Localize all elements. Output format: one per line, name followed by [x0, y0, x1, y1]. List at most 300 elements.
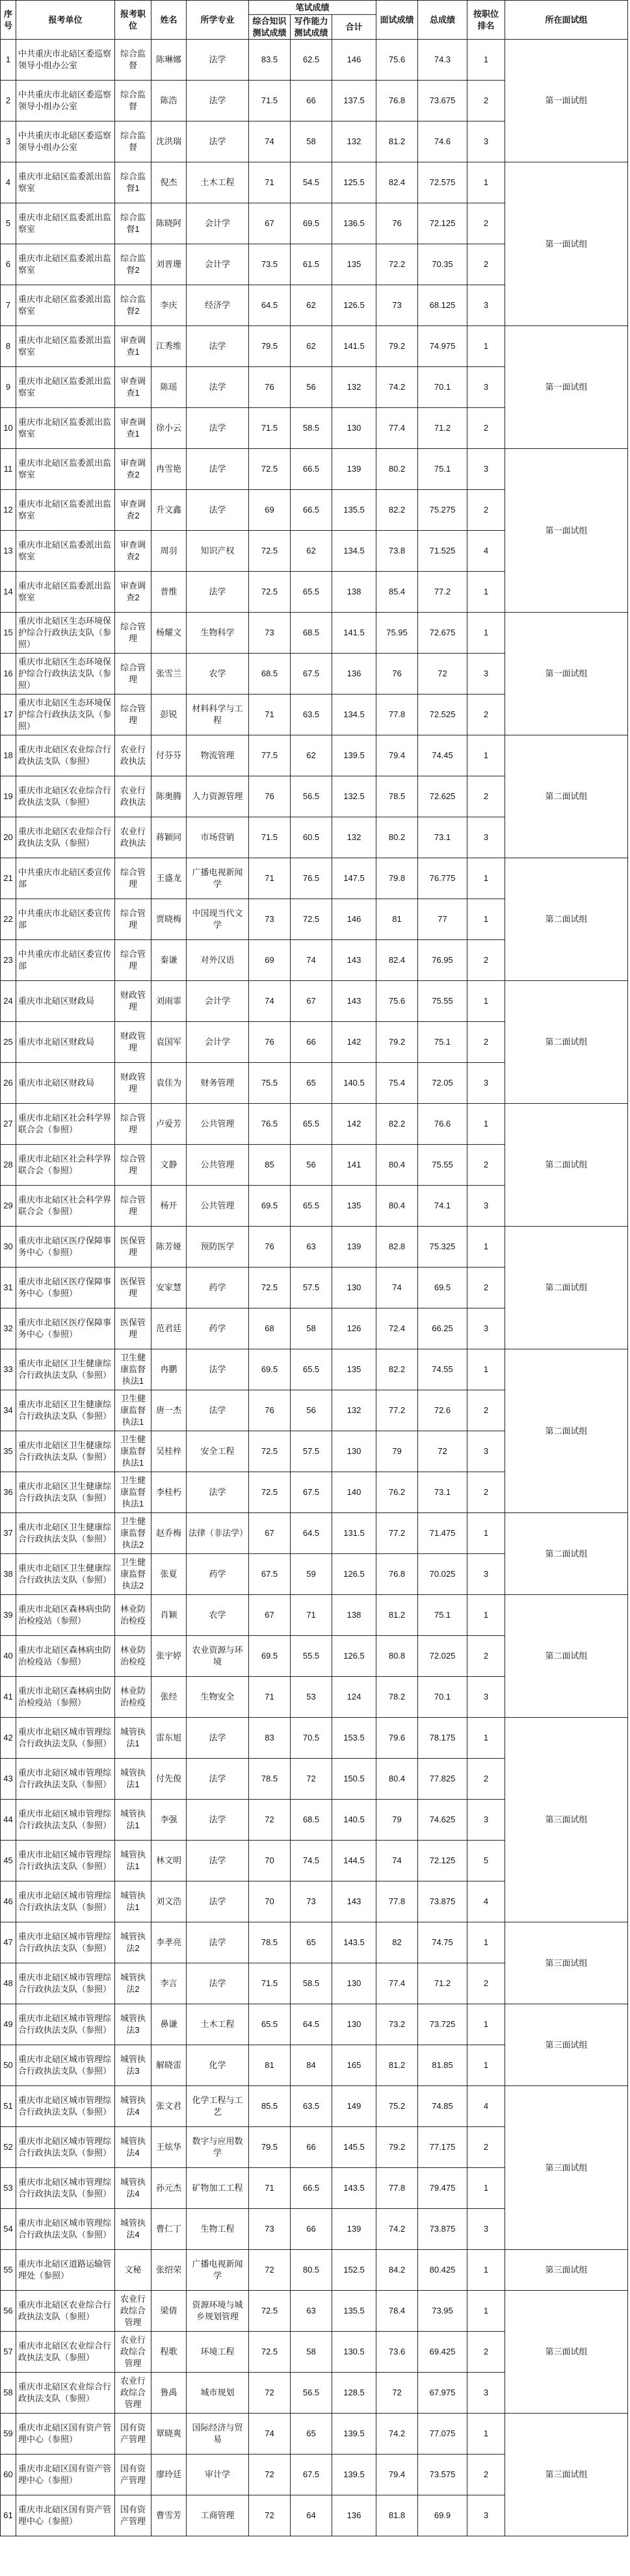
cell-rank: 2 — [467, 1268, 505, 1308]
cell-total: 75.275 — [418, 490, 467, 531]
cell-writing: 65.5 — [291, 1349, 332, 1390]
cell-major: 法学 — [187, 40, 249, 81]
cell-major: 化学 — [187, 2045, 249, 2086]
cell-seq: 42 — [1, 1718, 16, 1759]
cell-written-total: 150.5 — [332, 1759, 376, 1800]
cell-position: 医保管理 — [115, 1308, 151, 1349]
header-written-writing: 写作能力测试成绩 — [291, 15, 332, 40]
header-rank: 按职位排名 — [467, 1, 505, 40]
cell-unit: 重庆市北碚区城市管理综合行政执法支队（参照） — [16, 2127, 115, 2168]
cell-unit: 重庆市北碚区卫生健康综合行政执法支队（参照） — [16, 1554, 115, 1595]
cell-knowledge: 69.5 — [249, 1186, 291, 1227]
cell-position: 综合管理 — [115, 858, 151, 899]
cell-major: 财务管理 — [187, 1063, 249, 1104]
cell-seq: 18 — [1, 735, 16, 776]
cell-total: 77 — [418, 899, 467, 940]
cell-major: 药学 — [187, 1268, 249, 1308]
cell-unit: 重庆市北碚区医疗保障事务中心（参照） — [16, 1268, 115, 1308]
cell-writing: 57.5 — [291, 1268, 332, 1308]
cell-unit: 重庆市北碚区卫生健康综合行政执法支队（参照） — [16, 1431, 115, 1472]
cell-seq: 23 — [1, 940, 16, 981]
cell-rank: 3 — [467, 1308, 505, 1349]
cell-name: 贾晓梅 — [151, 899, 187, 940]
cell-interview: 73.6 — [376, 2332, 418, 2373]
cell-writing: 66 — [291, 1022, 332, 1063]
cell-major: 化学工程与工艺 — [187, 2086, 249, 2127]
cell-interview: 76 — [376, 203, 418, 244]
cell-writing: 74.5 — [291, 1841, 332, 1881]
cell-writing: 63 — [291, 2291, 332, 2332]
cell-major: 农学 — [187, 654, 249, 695]
cell-major: 法学 — [187, 1349, 249, 1390]
cell-unit: 中共重庆市北碚区委巡察领导小组办公室 — [16, 121, 115, 162]
cell-seq: 41 — [1, 1677, 16, 1718]
cell-seq: 11 — [1, 449, 16, 490]
cell-position: 卫生健康监督执法1 — [115, 1390, 151, 1431]
cell-seq: 13 — [1, 531, 16, 572]
cell-seq: 35 — [1, 1431, 16, 1472]
cell-total: 74.6 — [418, 121, 467, 162]
cell-name: 蒋颖同 — [151, 817, 187, 858]
cell-unit: 重庆市北碚区卫生健康综合行政执法支队（参照） — [16, 1513, 115, 1554]
cell-total: 73.725 — [418, 2004, 467, 2045]
cell-position: 审查调查2 — [115, 490, 151, 531]
cell-written-total: 130.5 — [332, 2332, 376, 2373]
cell-total: 74.975 — [418, 326, 467, 367]
cell-knowledge: 74 — [249, 2414, 291, 2455]
cell-interview: 73.8 — [376, 531, 418, 572]
cell-writing: 56 — [291, 1145, 332, 1186]
cell-seq: 27 — [1, 1104, 16, 1145]
cell-seq: 30 — [1, 1227, 16, 1268]
cell-rank: 2 — [467, 1636, 505, 1677]
cell-writing: 62 — [291, 735, 332, 776]
cell-interview: 81.2 — [376, 121, 418, 162]
cell-major: 法学 — [187, 1759, 249, 1800]
cell-name: 曹雪芳 — [151, 2495, 187, 2536]
cell-seq: 26 — [1, 1063, 16, 1104]
cell-interview: 74.2 — [376, 367, 418, 408]
cell-writing: 53 — [291, 1677, 332, 1718]
cell-rank: 1 — [467, 613, 505, 654]
cell-writing: 84 — [291, 2045, 332, 2086]
cell-seq: 40 — [1, 1636, 16, 1677]
header-group: 所在面试组 — [505, 1, 628, 40]
cell-unit: 重庆市北碚区农业综合行政执法支队（参照） — [16, 776, 115, 817]
cell-seq: 59 — [1, 2414, 16, 2455]
table-row — [1, 613, 628, 654]
cell-knowledge: 85.5 — [249, 2086, 291, 2127]
cell-seq: 61 — [1, 2495, 16, 2536]
cell-unit: 重庆市北碚区监委派出监察室 — [16, 203, 115, 244]
cell-seq: 37 — [1, 1513, 16, 1554]
cell-rank: 2 — [467, 1145, 505, 1186]
cell-seq: 38 — [1, 1554, 16, 1595]
cell-seq: 29 — [1, 1186, 16, 1227]
cell-interview-group: 第三面试组 — [505, 2291, 628, 2414]
cell-name: 陈芳娅 — [151, 1227, 187, 1268]
cell-interview: 72 — [376, 2373, 418, 2414]
cell-knowledge: 74 — [249, 981, 291, 1022]
cell-total: 73.575 — [418, 2455, 467, 2495]
cell-unit: 重庆市北碚区社会科学界联合会（参照） — [16, 1145, 115, 1186]
cell-position: 医保管理 — [115, 1227, 151, 1268]
cell-major: 资源环境与城乡规划管理 — [187, 2291, 249, 2332]
cell-seq: 60 — [1, 2455, 16, 2495]
cell-name: 范君廷 — [151, 1308, 187, 1349]
cell-written-total: 134.5 — [332, 695, 376, 735]
cell-writing: 58.5 — [291, 408, 332, 449]
cell-rank: 3 — [467, 817, 505, 858]
cell-name: 雷东旭 — [151, 1718, 187, 1759]
cell-knowledge: 74 — [249, 121, 291, 162]
cell-unit: 重庆市北碚区监委派出监察室 — [16, 326, 115, 367]
cell-seq: 14 — [1, 572, 16, 613]
cell-interview: 76.2 — [376, 1472, 418, 1513]
cell-writing: 58.5 — [291, 1963, 332, 2004]
cell-knowledge: 71 — [249, 2168, 291, 2209]
cell-seq: 25 — [1, 1022, 16, 1063]
cell-written-total: 143 — [332, 981, 376, 1022]
cell-name: 付芬芬 — [151, 735, 187, 776]
cell-unit: 重庆市北碚区监委派出监察室 — [16, 572, 115, 613]
cell-knowledge: 70 — [249, 1881, 291, 1922]
cell-position: 农业行政综合管理 — [115, 2373, 151, 2414]
cell-rank: 2 — [467, 408, 505, 449]
cell-knowledge: 76 — [249, 776, 291, 817]
cell-interview: 73.2 — [376, 2004, 418, 2045]
cell-unit: 中共重庆市北碚区委宣传部 — [16, 858, 115, 899]
cell-written-total: 138 — [332, 1595, 376, 1636]
cell-knowledge: 72 — [249, 1800, 291, 1841]
cell-written-total: 144.5 — [332, 1841, 376, 1881]
cell-knowledge: 71.5 — [249, 1963, 291, 2004]
cell-total: 74.45 — [418, 735, 467, 776]
cell-rank: 2 — [467, 2127, 505, 2168]
cell-writing: 71 — [291, 1595, 332, 1636]
cell-major: 法律（非法学） — [187, 1513, 249, 1554]
cell-rank: 4 — [467, 531, 505, 572]
cell-seq: 3 — [1, 121, 16, 162]
cell-rank: 3 — [467, 285, 505, 326]
cell-position: 卫生健康监督执法2 — [115, 1554, 151, 1595]
cell-writing: 57.5 — [291, 1431, 332, 1472]
cell-seq: 24 — [1, 981, 16, 1022]
cell-total: 73.875 — [418, 2209, 467, 2250]
cell-unit: 重庆市北碚区生态环境保护综合行政执法支队（参照） — [16, 613, 115, 654]
cell-written-total: 132.5 — [332, 776, 376, 817]
cell-unit: 重庆市北碚区国有资产管理中心（参照） — [16, 2414, 115, 2455]
cell-interview: 82.4 — [376, 940, 418, 981]
cell-knowledge: 68.5 — [249, 654, 291, 695]
cell-total: 72 — [418, 1431, 467, 1472]
cell-rank: 2 — [467, 695, 505, 735]
cell-written-total: 142 — [332, 1022, 376, 1063]
cell-interview: 73 — [376, 285, 418, 326]
cell-name: 冉雪艳 — [151, 449, 187, 490]
cell-position: 综合监督1 — [115, 203, 151, 244]
cell-name: 江秀维 — [151, 326, 187, 367]
cell-unit: 重庆市北碚区监委派出监察室 — [16, 531, 115, 572]
cell-written-total: 165 — [332, 2045, 376, 2086]
cell-name: 文静 — [151, 1145, 187, 1186]
cell-knowledge: 79.5 — [249, 2127, 291, 2168]
cell-writing: 80.5 — [291, 2250, 332, 2291]
cell-total: 74.625 — [418, 1800, 467, 1841]
cell-major: 土木工程 — [187, 2004, 249, 2045]
cell-written-total: 152.5 — [332, 2250, 376, 2291]
cell-total: 71.2 — [418, 1963, 467, 2004]
cell-rank: 3 — [467, 2209, 505, 2250]
cell-writing: 64.5 — [291, 2004, 332, 2045]
cell-position: 卫生健康监督执法1 — [115, 1472, 151, 1513]
cell-total: 72.125 — [418, 1841, 467, 1881]
cell-interview-group: 第三面试组 — [505, 2250, 628, 2291]
cell-unit: 中共重庆市北碚区委巡察领导小组办公室 — [16, 40, 115, 81]
cell-major: 法学 — [187, 81, 249, 121]
cell-interview: 82.2 — [376, 490, 418, 531]
cell-unit: 重庆市北碚区城市管理综合行政执法支队（参照） — [16, 1800, 115, 1841]
cell-interview: 77.8 — [376, 695, 418, 735]
cell-written-total: 136 — [332, 2495, 376, 2536]
cell-total: 73.1 — [418, 1472, 467, 1513]
table-row — [1, 40, 628, 81]
cell-rank: 2 — [467, 203, 505, 244]
cell-position: 城管执法4 — [115, 2086, 151, 2127]
cell-name: 李庆 — [151, 285, 187, 326]
table-row — [1, 2250, 628, 2291]
header-written-knowledge: 综合知识测试成绩 — [249, 15, 291, 40]
cell-seq: 8 — [1, 326, 16, 367]
cell-interview-group: 第一面试组 — [505, 613, 628, 735]
cell-rank: 2 — [467, 490, 505, 531]
cell-written-total: 131.5 — [332, 1513, 376, 1554]
cell-unit: 重庆市北碚区监委派出监察室 — [16, 408, 115, 449]
cell-major: 知识产权 — [187, 531, 249, 572]
cell-name: 刘文浩 — [151, 1881, 187, 1922]
cell-interview: 80.8 — [376, 1636, 418, 1677]
cell-major: 数字与应用数学 — [187, 2127, 249, 2168]
cell-total: 69.9 — [418, 2495, 467, 2536]
cell-total: 76.95 — [418, 940, 467, 981]
cell-seq: 58 — [1, 2373, 16, 2414]
cell-total: 75.1 — [418, 1022, 467, 1063]
cell-major: 广播电视新闻学 — [187, 858, 249, 899]
cell-seq: 56 — [1, 2291, 16, 2332]
cell-interview-group: 第三面试组 — [505, 1718, 628, 1922]
cell-rank: 1 — [467, 326, 505, 367]
cell-rank: 3 — [467, 367, 505, 408]
cell-total: 67.975 — [418, 2373, 467, 2414]
cell-rank: 3 — [467, 1186, 505, 1227]
cell-name: 覃晓爽 — [151, 2414, 187, 2455]
cell-knowledge: 83.5 — [249, 40, 291, 81]
table-row — [1, 162, 628, 203]
cell-seq: 46 — [1, 1881, 16, 1922]
cell-interview: 75.4 — [376, 1063, 418, 1104]
cell-written-total: 145.5 — [332, 2127, 376, 2168]
cell-rank: 3 — [467, 1431, 505, 1472]
cell-interview: 80.4 — [376, 1759, 418, 1800]
cell-unit: 重庆市北碚区城市管理综合行政执法支队（参照） — [16, 2045, 115, 2086]
cell-interview: 79.4 — [376, 2455, 418, 2495]
cell-unit: 重庆市北碚区森林病虫防治检疫站（参照） — [16, 1677, 115, 1718]
cell-interview-group: 第二面试组 — [505, 981, 628, 1104]
cell-total: 74.85 — [418, 2086, 467, 2127]
cell-interview: 82.2 — [376, 1349, 418, 1390]
cell-unit: 重庆市北碚区农业综合行政执法支队（参照） — [16, 817, 115, 858]
cell-total: 77.075 — [418, 2414, 467, 2455]
cell-major: 矿物加工工程 — [187, 2168, 249, 2209]
cell-writing: 66 — [291, 81, 332, 121]
cell-rank: 1 — [467, 2045, 505, 2086]
cell-position: 卫生健康监督执法2 — [115, 1513, 151, 1554]
cell-position: 城管执法4 — [115, 2209, 151, 2250]
cell-interview: 77.8 — [376, 1881, 418, 1922]
cell-written-total: 139.5 — [332, 2414, 376, 2455]
cell-writing: 56.5 — [291, 776, 332, 817]
cell-writing: 64.5 — [291, 1513, 332, 1554]
cell-written-total: 126.5 — [332, 285, 376, 326]
cell-interview: 77.8 — [376, 2168, 418, 2209]
cell-position: 审查调查1 — [115, 326, 151, 367]
cell-seq: 51 — [1, 2086, 16, 2127]
cell-written-total: 135.5 — [332, 2291, 376, 2332]
cell-total: 76.6 — [418, 1104, 467, 1145]
cell-interview: 79.2 — [376, 1022, 418, 1063]
cell-interview: 78.4 — [376, 2291, 418, 2332]
table-row — [1, 2086, 628, 2127]
cell-knowledge: 71.5 — [249, 81, 291, 121]
cell-written-total: 130 — [332, 1963, 376, 2004]
cell-total: 72.05 — [418, 1063, 467, 1104]
cell-writing: 62 — [291, 285, 332, 326]
cell-unit: 重庆市北碚区城市管理综合行政执法支队（参照） — [16, 1759, 115, 1800]
cell-writing: 56.5 — [291, 2373, 332, 2414]
cell-writing: 70.5 — [291, 1718, 332, 1759]
header-name: 姓名 — [151, 1, 187, 40]
cell-interview: 78.5 — [376, 776, 418, 817]
cell-major: 公共管理 — [187, 1186, 249, 1227]
cell-interview: 72.4 — [376, 1308, 418, 1349]
cell-total: 70.1 — [418, 1677, 467, 1718]
cell-written-total: 135.5 — [332, 490, 376, 531]
table-row — [1, 1513, 628, 1554]
cell-interview: 85.4 — [376, 572, 418, 613]
cell-written-total: 140.5 — [332, 1800, 376, 1841]
cell-position: 卫生健康监督执法1 — [115, 1349, 151, 1390]
cell-position: 综合管理 — [115, 1104, 151, 1145]
cell-writing: 66 — [291, 2209, 332, 2250]
cell-knowledge: 67 — [249, 1595, 291, 1636]
cell-position: 城管执法3 — [115, 2045, 151, 2086]
cell-writing: 63.5 — [291, 2086, 332, 2127]
cell-name: 周羽 — [151, 531, 187, 572]
cell-position: 城管执法2 — [115, 1922, 151, 1963]
cell-position: 综合管理 — [115, 899, 151, 940]
cell-rank: 3 — [467, 1800, 505, 1841]
cell-rank: 3 — [467, 1063, 505, 1104]
cell-name: 曹仁丁 — [151, 2209, 187, 2250]
cell-name: 李言 — [151, 1963, 187, 2004]
cell-seq: 34 — [1, 1390, 16, 1431]
cell-written-total: 146 — [332, 899, 376, 940]
cell-major: 农业资源与环境 — [187, 1636, 249, 1677]
cell-unit: 重庆市北碚区城市管理综合行政执法支队（参照） — [16, 2168, 115, 2209]
cell-written-total: 143.5 — [332, 2168, 376, 2209]
cell-unit: 重庆市北碚区城市管理综合行政执法支队（参照） — [16, 1881, 115, 1922]
cell-name: 徐小云 — [151, 408, 187, 449]
cell-major: 生物工程 — [187, 2209, 249, 2250]
cell-knowledge: 67.5 — [249, 1554, 291, 1595]
cell-rank: 1 — [467, 1349, 505, 1390]
cell-unit: 重庆市北碚区国有资产管理中心（参照） — [16, 2455, 115, 2495]
cell-seq: 39 — [1, 1595, 16, 1636]
cell-total: 71.525 — [418, 531, 467, 572]
cell-writing: 66.5 — [291, 2168, 332, 2209]
cell-written-total: 141.5 — [332, 613, 376, 654]
cell-knowledge: 76 — [249, 1227, 291, 1268]
cell-written-total: 134.5 — [332, 531, 376, 572]
cell-major: 法学 — [187, 408, 249, 449]
cell-knowledge: 73 — [249, 2209, 291, 2250]
cell-position: 文秘 — [115, 2250, 151, 2291]
cell-position: 财政管理 — [115, 1022, 151, 1063]
cell-knowledge: 72 — [249, 2373, 291, 2414]
cell-knowledge: 71.5 — [249, 817, 291, 858]
cell-rank: 1 — [467, 858, 505, 899]
cell-total: 72.6 — [418, 1390, 467, 1431]
cell-rank: 1 — [467, 899, 505, 940]
cell-writing: 59 — [291, 1554, 332, 1595]
cell-unit: 重庆市北碚区社会科学界联合会（参照） — [16, 1186, 115, 1227]
cell-unit: 重庆市北碚区城市管理综合行政执法支队（参照） — [16, 1963, 115, 2004]
table-row — [1, 735, 628, 776]
cell-unit: 重庆市北碚区城市管理综合行政执法支队（参照） — [16, 1922, 115, 1963]
cell-knowledge: 72.5 — [249, 531, 291, 572]
cell-interview: 81.2 — [376, 1595, 418, 1636]
cell-name: 冉鹏 — [151, 1349, 187, 1390]
cell-rank: 2 — [467, 1963, 505, 2004]
header-major: 所学专业 — [187, 1, 249, 40]
cell-total: 75.55 — [418, 1145, 467, 1186]
cell-interview: 82 — [376, 1922, 418, 1963]
cell-position: 农业行政执法 — [115, 817, 151, 858]
cell-seq: 32 — [1, 1308, 16, 1349]
cell-position: 城管执法1 — [115, 1800, 151, 1841]
cell-position: 综合监督 — [115, 81, 151, 121]
cell-seq: 54 — [1, 2209, 16, 2250]
table-row — [1, 1922, 628, 1963]
cell-major: 会计学 — [187, 981, 249, 1022]
cell-name: 鼻谦 — [151, 2004, 187, 2045]
cell-name: 肖颖 — [151, 1595, 187, 1636]
cell-rank: 2 — [467, 1390, 505, 1431]
cell-written-total: 124 — [332, 1677, 376, 1718]
cell-major: 对外汉语 — [187, 940, 249, 981]
cell-name: 卢爱芳 — [151, 1104, 187, 1145]
header-total: 总成绩 — [418, 1, 467, 40]
cell-total: 72 — [418, 654, 467, 695]
cell-total: 75.55 — [418, 981, 467, 1022]
cell-unit: 中共重庆市北碚区委宣传部 — [16, 899, 115, 940]
cell-name: 廖玲廷 — [151, 2455, 187, 2495]
cell-interview-group: 第一面试组 — [505, 449, 628, 613]
cell-interview: 82.8 — [376, 1227, 418, 1268]
cell-written-total: 143.5 — [332, 1922, 376, 1963]
cell-written-total: 153.5 — [332, 1718, 376, 1759]
cell-knowledge: 85 — [249, 1145, 291, 1186]
